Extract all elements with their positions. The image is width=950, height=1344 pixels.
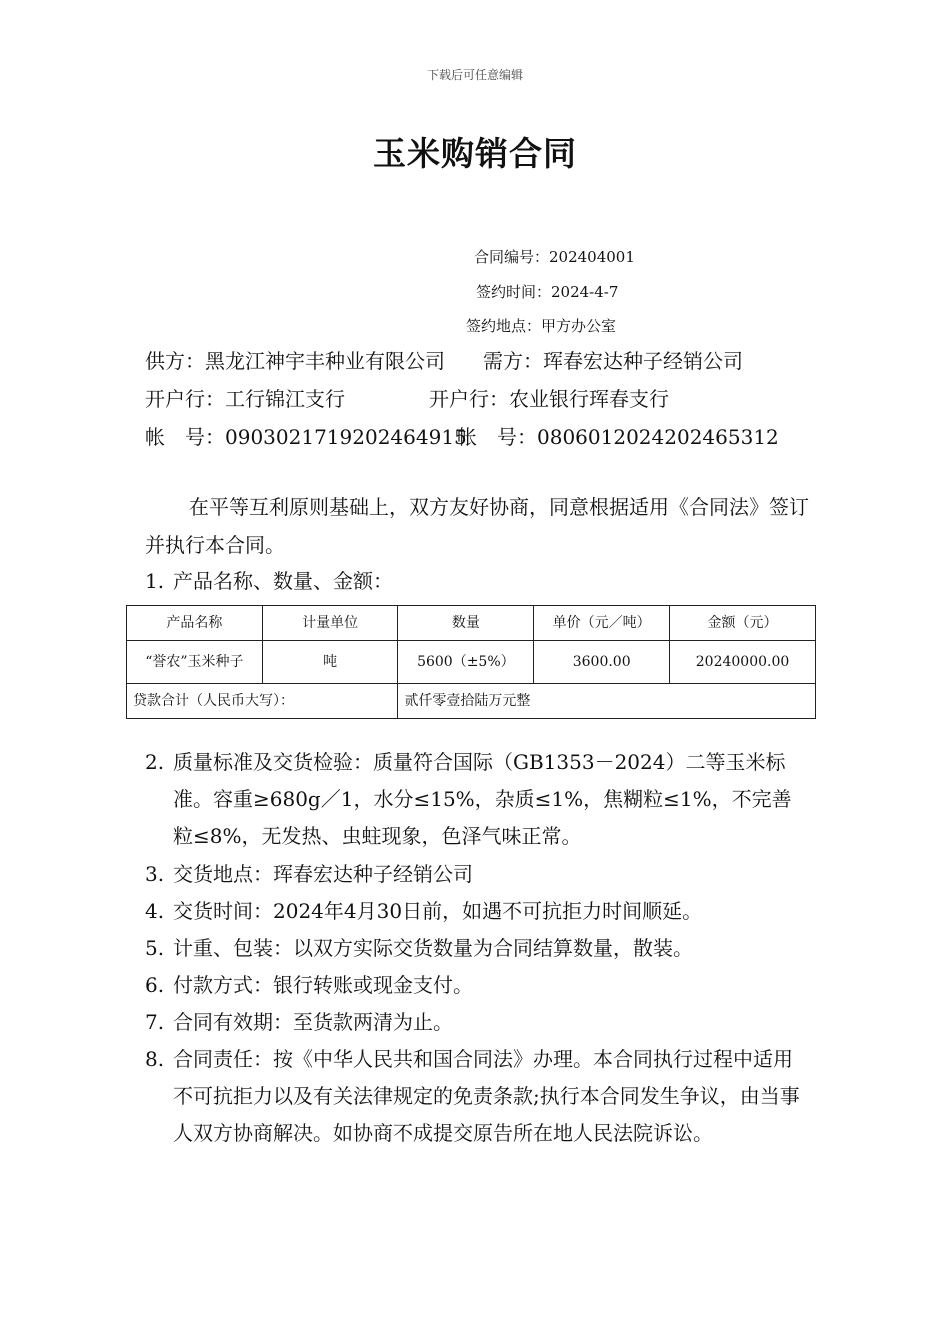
clause-text: 产品名称、数量、金额：: [173, 569, 393, 593]
total-label: 贷款合计（人民币大写）：: [127, 684, 398, 719]
clause-4: [145, 893, 810, 930]
column-header: 计量单位: [262, 606, 398, 641]
clause-5: [145, 930, 810, 967]
table-header-row: [127, 606, 816, 641]
buyer-bank: 开户行：农业银行珲春支行: [429, 387, 669, 411]
unit-price-cell: 3600.00: [534, 641, 670, 684]
supplier-account: 帐 号：0903021719202464915: [145, 425, 467, 449]
intro-text: 在平等互利原则基础上，双方友好协商，同意根据适用《合同法》签订并执行本合同。: [145, 495, 809, 557]
clause-number: 2.: [145, 750, 165, 774]
sign-date: 签约时间：2024-4-7: [476, 283, 619, 301]
clause-number: 3.: [145, 862, 165, 886]
clause-6: [145, 967, 810, 1004]
clause-7: [145, 1004, 810, 1041]
column-header: 金额（元）: [670, 606, 816, 641]
contract-number: 合同编号：202404001: [474, 248, 635, 266]
supplier-bank: 开户行：工行锦江支行: [145, 387, 345, 411]
intro-paragraph: [145, 488, 810, 564]
document-title: 玉米购销合同: [373, 134, 577, 173]
amount-cell: 20240000.00: [670, 641, 816, 684]
sign-place: 签约地点：甲方办公室: [466, 317, 617, 335]
clause-text: 合同责任：按《中华人民共和国合同法》办理。本合同执行过程中适用不可抗拒力以及有关法律规定的免责条款;执行本合同发生争议，由当事人双方协商解决。如协商不成提交原告所在地人民法院诉讼。: [173, 1047, 800, 1145]
column-header: 单价（元／吨）: [534, 606, 670, 641]
clause-number: 7.: [145, 1010, 165, 1034]
clause-3: [145, 856, 810, 893]
table-total-row: [127, 684, 816, 719]
column-header: 数量: [398, 606, 534, 641]
buyer-account: 帐 号：0806012024202465312: [457, 425, 779, 449]
clause-text: 计重、包装：以双方实际交货数量为合同结算数量，散装。: [173, 936, 693, 960]
unit-cell: 吨: [262, 641, 398, 684]
goods-table: [126, 605, 816, 719]
clause-text: 交货时间：2024年4月30日前，如遇不可抗拒力时间顺延。: [173, 899, 703, 923]
product-name-cell: “誉农”玉米种子: [127, 641, 263, 684]
clause-text: 交货地点：珲春宏达种子经销公司: [173, 862, 473, 886]
total-value: 贰仟零壹拾陆万元整: [398, 684, 816, 719]
clause-1: [145, 563, 810, 600]
clause-8: [145, 1041, 810, 1152]
buyer-name: 需方：珲春宏达种子经销公司: [483, 349, 743, 373]
table-row: [127, 641, 816, 684]
clause-number: 8.: [145, 1047, 165, 1071]
column-header: 产品名称: [127, 606, 263, 641]
clause-number: 1.: [145, 569, 165, 593]
clause-text: 付款方式：银行转账或现金支付。: [173, 973, 473, 997]
header-note: 下载后可任意编辑: [426, 68, 523, 82]
clause-text: 合同有效期：至货款两清为止。: [173, 1010, 453, 1034]
clause-number: 5.: [145, 936, 165, 960]
quantity-cell: 5600（±5%）: [398, 641, 534, 684]
clause-number: 4.: [145, 899, 165, 923]
clause-number: 6.: [145, 973, 165, 997]
supplier-name: 供方：黑龙江神宇丰种业有限公司: [145, 349, 445, 373]
clause-text: 质量标准及交货检验：质量符合国际（GB1353－2024）二等玉米标准。容重≥680g／1，水分≤15%，杂质≤1%，焦糊粒≤1%，不完善粒≤8%，无发热、虫蛀现象，色泽气味正常。: [173, 750, 792, 848]
clause-2: [145, 744, 810, 855]
